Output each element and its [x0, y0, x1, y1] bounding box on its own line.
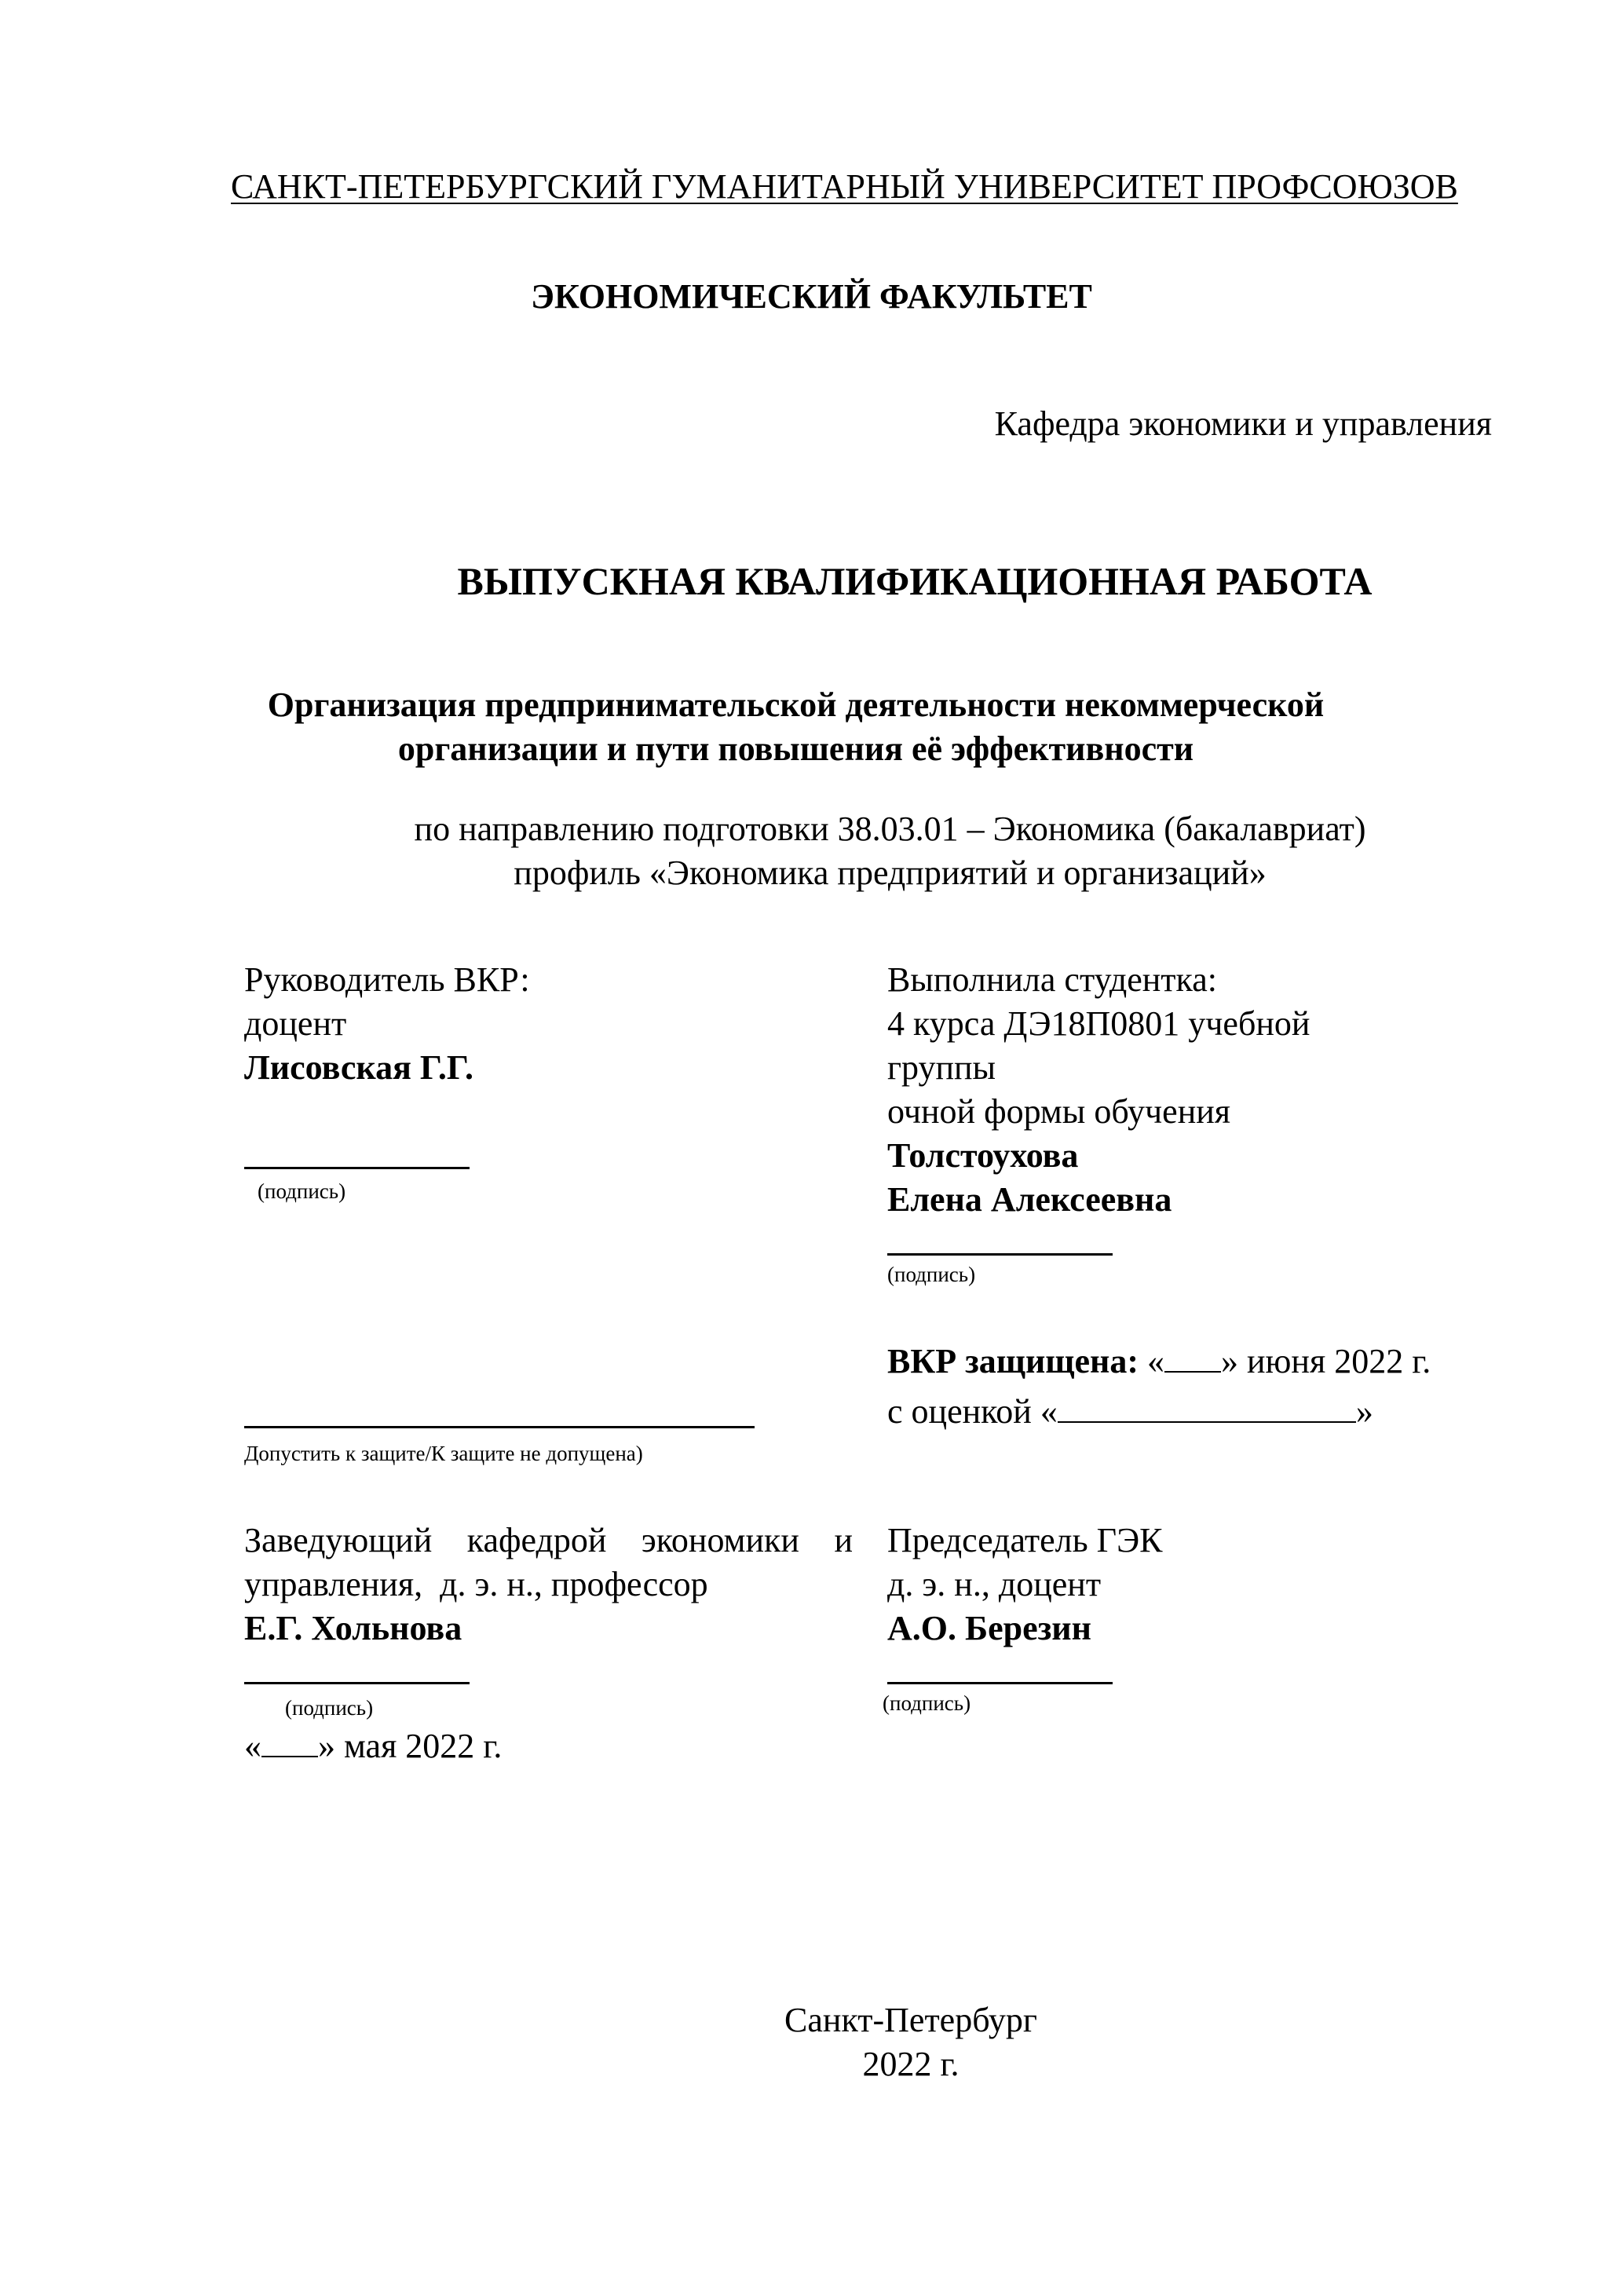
student-signature-label: (подпись) — [887, 1263, 976, 1286]
head-title-word: экономики — [641, 1521, 799, 1559]
defense-grade-field — [1058, 1398, 1356, 1423]
head-title-word: и — [834, 1521, 853, 1559]
chair-signature-label: (подпись) — [883, 1691, 971, 1715]
work-type-title: ВЫПУСКНАЯ КВАЛИФИКАЦИОННАЯ РАБОТА — [457, 559, 1373, 603]
head-day-field — [261, 1732, 318, 1757]
student-label: Выполнила студентка: — [887, 960, 1217, 999]
defense-grade-line — [887, 1390, 1373, 1434]
defense-date-line — [887, 1340, 1431, 1384]
topic-line-1: Организация предпринимательской деятельности некоммерческой — [267, 686, 1325, 724]
footer-city: Санкт-Петербург — [784, 2001, 1037, 2039]
student-name: Елена Алексеевна — [887, 1180, 1172, 1219]
faculty-name: ЭКОНОМИЧЕСКИЙ ФАКУЛЬТЕТ — [531, 277, 1092, 316]
head-title-word: Заведующий — [244, 1521, 433, 1559]
defense-day-field — [1164, 1347, 1221, 1373]
defense-date-open: « — [1139, 1342, 1164, 1380]
student-study-form: очной формы обучения — [887, 1092, 1231, 1131]
profile-line: профиль «Экономика предприятий и организаций» — [514, 854, 1267, 892]
direction-line: по направлению подготовки 38.03.01 – Экономика (бакалавриат) — [414, 810, 1366, 848]
head-title-line-2: управления, д. э. н., профессор — [244, 1565, 708, 1603]
student-surname: Толстоухова — [887, 1136, 1079, 1175]
supervisor-position: доцент — [244, 1004, 347, 1043]
topic-line-2: организации и пути повышения её эффективности — [397, 729, 1194, 768]
supervisor-signature-line — [244, 1167, 470, 1169]
student-signature-line — [887, 1253, 1113, 1256]
university-name: САНКТ-ПЕТЕРБУРГСКИЙ ГУМАНИТАРНЫЙ УНИВЕРСИТЕТ ПРОФСОЮЗОВ — [231, 167, 1458, 206]
head-signature-label: (подпись) — [285, 1696, 374, 1720]
defense-date-close: » июня 2022 г. — [1221, 1342, 1431, 1380]
chair-label: Председатель ГЭК — [887, 1521, 1163, 1559]
head-title-line-1 — [244, 1519, 853, 1563]
head-date-open: « — [244, 1727, 261, 1765]
head-signature-line — [244, 1682, 470, 1684]
head-date-close: » мая 2022 г. — [318, 1727, 503, 1765]
defense-grade-close: » — [1355, 1392, 1373, 1431]
chair-signature-line — [887, 1682, 1113, 1684]
supervisor-label: Руководитель ВКР: — [244, 960, 530, 999]
head-title-word: кафедрой — [466, 1521, 607, 1559]
chair-degree: д. э. н., доцент — [887, 1565, 1102, 1603]
supervisor-signature-label: (подпись) — [258, 1179, 346, 1203]
footer-year: 2022 г. — [862, 2045, 960, 2083]
student-course-line-1: 4 курса ДЭ18П0801 учебной — [887, 1004, 1310, 1043]
defense-grade-open: с оценкой « — [887, 1392, 1058, 1431]
head-name: Е.Г. Хольнова — [244, 1609, 462, 1647]
department-name: Кафедра экономики и управления — [994, 404, 1492, 443]
admission-line — [244, 1426, 755, 1428]
student-course-line-2: группы — [887, 1048, 996, 1087]
chair-name: А.О. Березин — [887, 1609, 1092, 1647]
supervisor-name: Лисовская Г.Г. — [244, 1048, 473, 1087]
defense-label: ВКР защищена: — [887, 1342, 1139, 1380]
head-date-line — [244, 1724, 502, 1768]
admission-label: Допустить к защите/К защите не допущена) — [244, 1442, 643, 1465]
